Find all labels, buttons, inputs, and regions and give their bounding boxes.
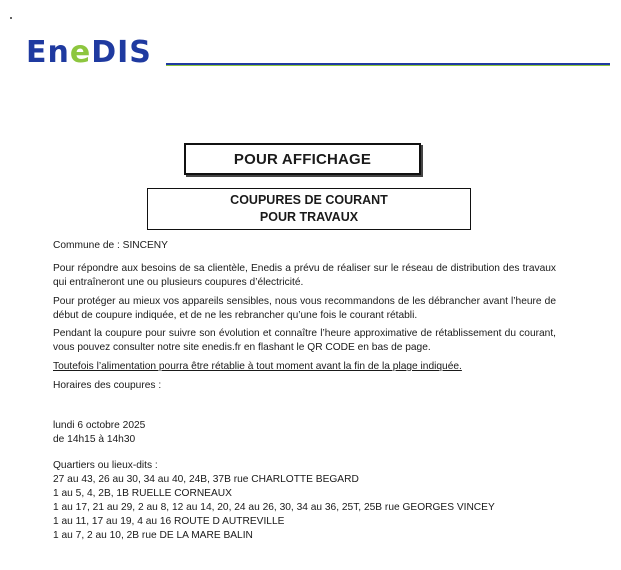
logo-text-part1: En	[26, 35, 70, 70]
notice-title: POUR AFFICHAGE	[233, 150, 372, 168]
outage-time: de 14h15 à 14h30	[53, 434, 136, 445]
logo-rule-accent	[166, 65, 610, 66]
notice-title-box	[184, 143, 421, 175]
outage-date: lundi 6 octobre 2025	[53, 420, 146, 431]
locations-heading: Quartiers ou lieux-dits :	[53, 460, 158, 471]
notice-subtitle-line2: POUR TRAVAUX	[259, 210, 359, 224]
location-item: 1 au 7, 2 au 10, 2B rue DE LA MARE BALIN	[53, 530, 253, 541]
paragraph-1: Pour répondre aux besoins de sa clientèle, Enedis a prévu de réaliser sur le réseau de distribution des travaux qui entraîneront une ou plusieurs coupures d’électricité.	[53, 263, 556, 288]
location-item: 1 au 11, 17 au 19, 4 au 16 ROUTE D AUTREVILLE	[53, 516, 285, 527]
notice-subtitle-box	[147, 188, 471, 230]
location-item: 1 au 5, 4, 2B, 1B RUELLE CORNEAUX	[53, 488, 232, 499]
logo-text-part2: DIS	[91, 35, 152, 70]
location-item: 1 au 17, 21 au 29, 2 au 8, 12 au 14, 20, 24 au 26, 30, 34 au 36, 25T, 25B rue GEORGES VINCEY	[53, 502, 495, 513]
paragraph-2: Pour protéger au mieux vos appareils sensibles, nous vous recommandons de les débrancher avant l’heure de début de coupure indiquée, et de ne les rebrancher qu’une fois le courant rétabli.	[53, 296, 556, 321]
location-item: 27 au 43, 26 au 30, 34 au 40, 24B, 37B rue CHARLOTTE BEGARD	[53, 474, 359, 485]
notice-subtitle-line1: COUPURES DE COURANT	[230, 193, 388, 207]
scan-dot	[10, 17, 12, 19]
enedis-logo	[26, 36, 152, 70]
warning-text: Toutefois l’alimentation pourra être rétablie à tout moment avant la fin de la plage indiquée.	[53, 361, 462, 372]
logo-text-accent: e	[69, 35, 92, 70]
paragraph-3: Pendant la coupure pour suivre son évolution et connaître l’heure approximative de rétablissement du courant, vous pouvez consulter notre site enedis.fr en flashant le QR CODE en bas de page.	[53, 328, 556, 353]
hours-heading: Horaires des coupures :	[53, 380, 162, 391]
commune-label: Commune de : SINCENY	[53, 240, 168, 251]
